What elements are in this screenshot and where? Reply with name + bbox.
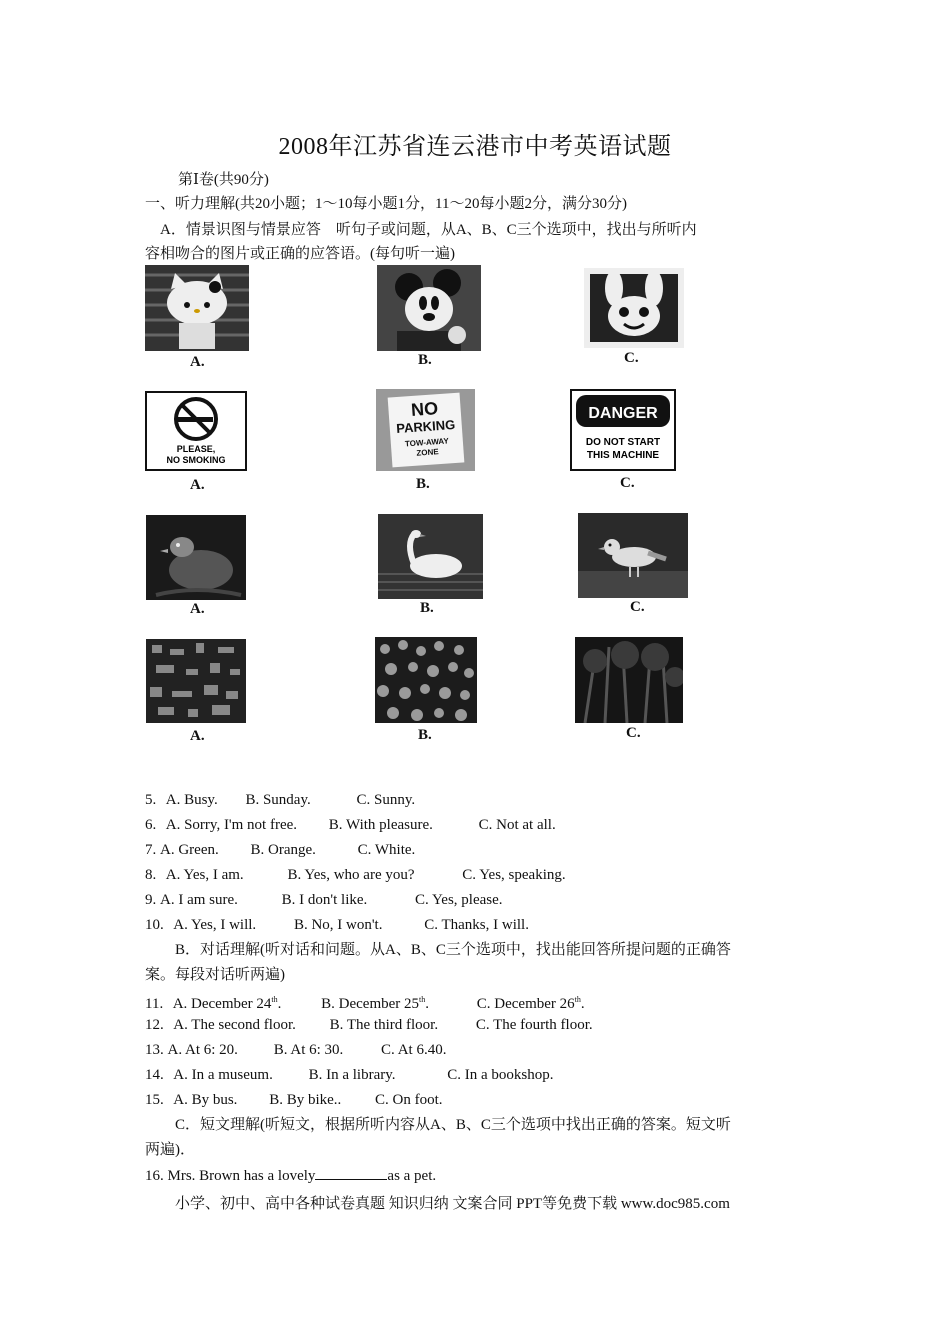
- option-c: C. In a bookshop.: [447, 1067, 554, 1083]
- page-title: 2008年江苏省连云港市中考英语试题: [278, 134, 672, 160]
- image-caption: A.: [190, 354, 205, 370]
- question-12: [145, 1015, 593, 1035]
- sign-text: THIS MACHINE: [586, 450, 660, 461]
- rabbit-character-image: [584, 268, 684, 348]
- question-11: [145, 990, 585, 1014]
- option-b: B. Orange.: [250, 842, 316, 858]
- mickey-mouse-image: [377, 265, 481, 351]
- sectionA-instructions-1: A．情景识图与情景应答 听句子或问题，从A、B、C三个选项中，找出与所听内: [160, 222, 697, 238]
- danger-sign-image: [570, 389, 676, 471]
- sign-text: DANGER: [588, 405, 658, 422]
- question-16-end: as a pet.: [387, 1168, 437, 1184]
- image-caption: C.: [630, 599, 645, 615]
- city-street-photo-image: [146, 639, 246, 723]
- hello-kitty-image: [145, 265, 249, 351]
- option-a: A. Green.: [160, 842, 219, 858]
- question-number: 15.: [145, 1092, 164, 1108]
- option-c: C. White.: [357, 842, 416, 858]
- section1-heading: 一、听力理解(共20小题；1～10每小题1分，11～20每小题2分，满分30分): [145, 196, 627, 212]
- question-number: 13.: [145, 1042, 164, 1058]
- question-number: 11.: [145, 996, 164, 1012]
- duck-photo-image: [146, 515, 246, 600]
- option-b: B. December 25th.: [321, 995, 430, 1012]
- question-9: [145, 890, 503, 910]
- option-a: A. I am sure.: [160, 892, 238, 908]
- option-b: B. By bike..: [269, 1092, 342, 1108]
- option-b: B. I don't like.: [281, 892, 368, 908]
- question-14: [145, 1065, 554, 1085]
- option-b: B. With pleasure.: [328, 817, 433, 833]
- option-b: B. Sunday.: [245, 792, 311, 808]
- question-5: [145, 790, 415, 810]
- question-number: 12.: [145, 1017, 164, 1033]
- option-c: C. At 6.40.: [381, 1042, 447, 1058]
- option-a: A. Sorry, I'm not free.: [165, 817, 298, 833]
- swan-photo-image: [378, 514, 483, 599]
- question-number: 10.: [145, 917, 164, 933]
- option-c: C. Sunny.: [356, 792, 416, 808]
- option-b: B. No, I won't.: [293, 917, 383, 933]
- sectionC-instructions-2: 两遍)．: [145, 1142, 195, 1158]
- option-a: A. Yes, I am.: [165, 867, 244, 883]
- question-10: [145, 915, 529, 935]
- option-c: C. Yes, speaking.: [462, 867, 566, 883]
- option-a: A. By bus.: [173, 1092, 238, 1108]
- option-c: C. Yes, please.: [415, 892, 503, 908]
- option-a: A. At 6: 20.: [167, 1042, 238, 1058]
- question-number: 9.: [145, 892, 157, 908]
- image-caption: C.: [626, 725, 641, 741]
- crowd-photo-image: [375, 637, 477, 723]
- image-caption: C.: [624, 350, 639, 366]
- sign-text: NO: [410, 398, 439, 420]
- question-16: [145, 1165, 436, 1186]
- option-a: A. In a museum.: [173, 1067, 273, 1083]
- question-number: 14.: [145, 1067, 164, 1083]
- question-16-stem: 16. Mrs. Brown has a lovely: [145, 1168, 316, 1184]
- image-caption: B.: [418, 352, 432, 368]
- part-label: 第Ⅰ卷(共90分): [178, 172, 269, 188]
- option-c: C. On foot.: [375, 1092, 443, 1108]
- sign-text: DO NOT START: [585, 437, 661, 448]
- question-6: [145, 815, 556, 835]
- image-caption: A.: [190, 477, 205, 493]
- option-c: C. The fourth floor.: [475, 1017, 593, 1033]
- forest-photo-image: [575, 637, 683, 723]
- option-a: A. December 24th.: [172, 995, 282, 1012]
- option-b: B. In a library.: [308, 1067, 396, 1083]
- question-8: [145, 865, 566, 885]
- image-caption: B.: [416, 476, 430, 492]
- image-caption: B.: [418, 727, 432, 743]
- image-caption: A.: [190, 601, 205, 617]
- sectionB-instructions-2: 案。每段对话听两遍): [145, 967, 285, 983]
- sectionA-instructions-2: 容相吻合的图片或正确的应答语。(每句听一遍): [145, 246, 455, 262]
- no-parking-sign-image: [376, 389, 475, 471]
- answer-blank: [315, 1165, 387, 1180]
- sign-text: PARKING: [395, 416, 456, 437]
- question-7: [145, 840, 415, 860]
- option-a: A. Busy.: [165, 792, 218, 808]
- option-a: A. The second floor.: [173, 1017, 296, 1033]
- question-number: 7.: [145, 842, 157, 858]
- sign-text: TOW-AWAY: [404, 436, 450, 449]
- sign-text: ZONE: [416, 447, 439, 458]
- option-c: C. December 26th.: [476, 995, 585, 1012]
- option-a: A. Yes, I will.: [173, 917, 257, 933]
- sign-text: NO SMOKING: [166, 455, 226, 465]
- question-number: 8.: [145, 867, 157, 883]
- image-caption: A.: [190, 728, 205, 744]
- seagull-photo-image: [578, 513, 688, 598]
- question-number: 6.: [145, 817, 157, 833]
- option-c: C. Not at all.: [478, 817, 556, 833]
- image-caption: B.: [420, 600, 434, 616]
- question-number: 5.: [145, 792, 157, 808]
- no-smoking-sign-image: [145, 391, 247, 471]
- page-footer: 小学、初中、高中各种试卷真题 知识归纳 文案合同 PPT等免费下载 www.doc985.com: [175, 1196, 730, 1212]
- image-caption: C.: [620, 475, 635, 491]
- option-b: B. The third floor.: [329, 1017, 439, 1033]
- question-13: [145, 1040, 446, 1060]
- option-c: C. Thanks, I will.: [424, 917, 529, 933]
- option-b: B. At 6: 30.: [273, 1042, 344, 1058]
- sign-text: PLEASE,: [176, 444, 216, 454]
- sectionC-instructions-1: C．短文理解(听短文，根据所听内容从A、B、C三个选项中找出正确的答案。短文听: [175, 1117, 731, 1133]
- question-15: [145, 1090, 443, 1110]
- sectionB-instructions-1: B．对话理解(听对话和问题。从A、B、C三个选项中，找出能回答所提问题的正确答: [175, 942, 731, 958]
- option-b: B. Yes, who are you?: [287, 867, 415, 883]
